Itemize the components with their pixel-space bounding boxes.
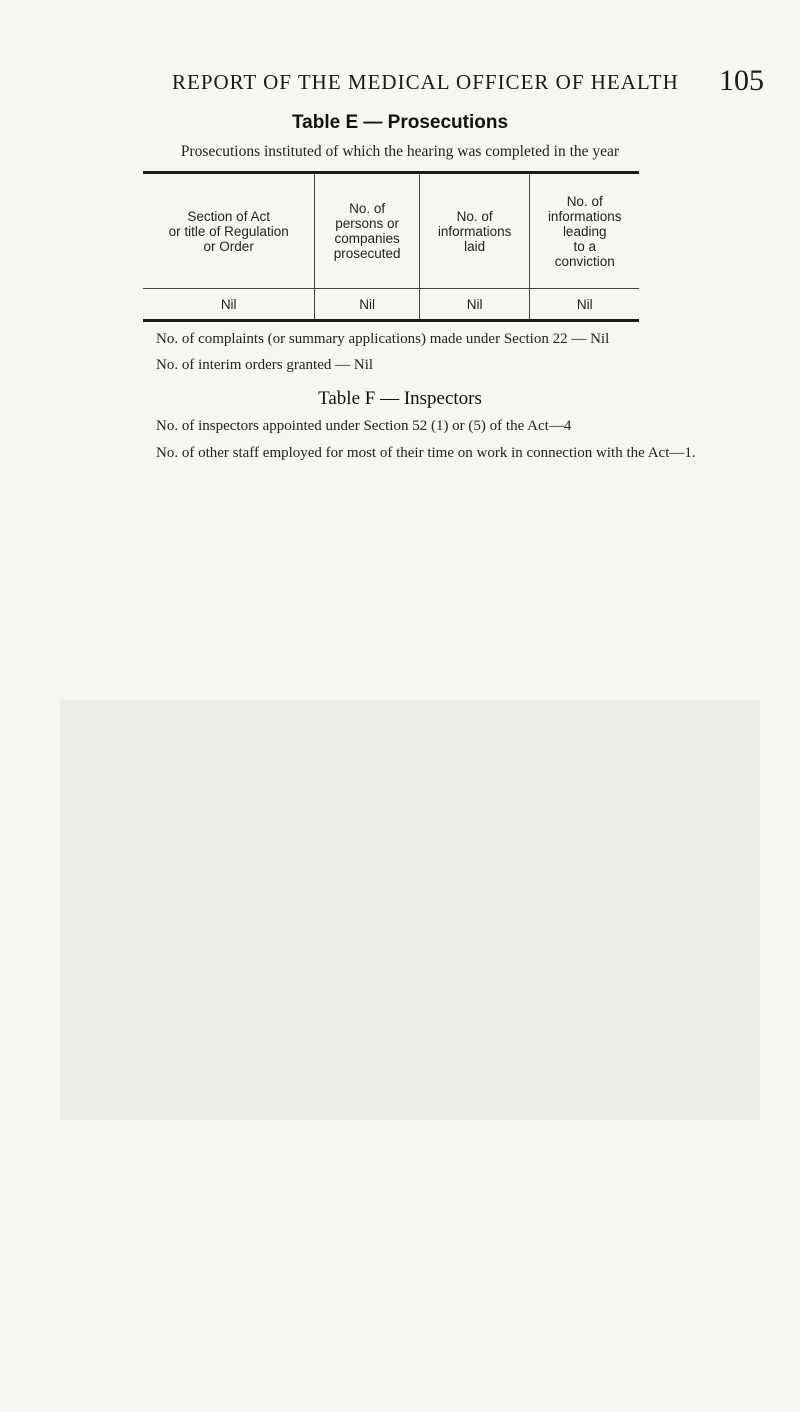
header-informations-laid [419,173,530,289]
inspectors-line: No. of inspectors appointed under Section 52 (1) or (5) of the Act—4 [156,418,572,434]
header-section-of-act-text: Section of Act or title of Regulation or Order [168,208,289,254]
header-section-of-act [143,173,315,289]
header-informations-conviction-text: No. of informations leading to a conviction [547,193,622,269]
complaints-note: No. of complaints (or summary applications) made under Section 22 — Nil [156,331,610,347]
header-persons-prosecuted [315,173,420,289]
table-header-row [143,173,639,289]
table-e-title: Table E — Prosecutions [291,112,509,133]
prosecutions-table [143,171,639,322]
page-number: 105 [719,64,764,97]
running-head-title: REPORT OF THE MEDICAL OFFICER OF HEALTH [172,70,679,94]
table-row [143,289,639,321]
show-through-block [60,700,760,1120]
table-f-title: Table F — Inspectors [318,388,482,409]
table-e-subtitle: Prosecutions instituted of which the hearing was completed in the year [180,143,620,160]
header-persons-prosecuted-text: No. of persons or companies prosecuted [333,201,401,261]
header-informations-conviction [530,173,639,289]
table-cell: Nil [143,289,315,321]
other-staff-line: No. of other staff employed for most of their time on work in connection with the Act—1. [156,445,696,461]
running-head [172,64,764,104]
table-cell: Nil [530,289,639,321]
header-informations-laid-text: No. of informations laid [437,208,512,254]
table-cell: Nil [419,289,530,321]
interim-orders-note: No. of interim orders granted — Nil [156,357,374,373]
table-cell: Nil [315,289,420,321]
